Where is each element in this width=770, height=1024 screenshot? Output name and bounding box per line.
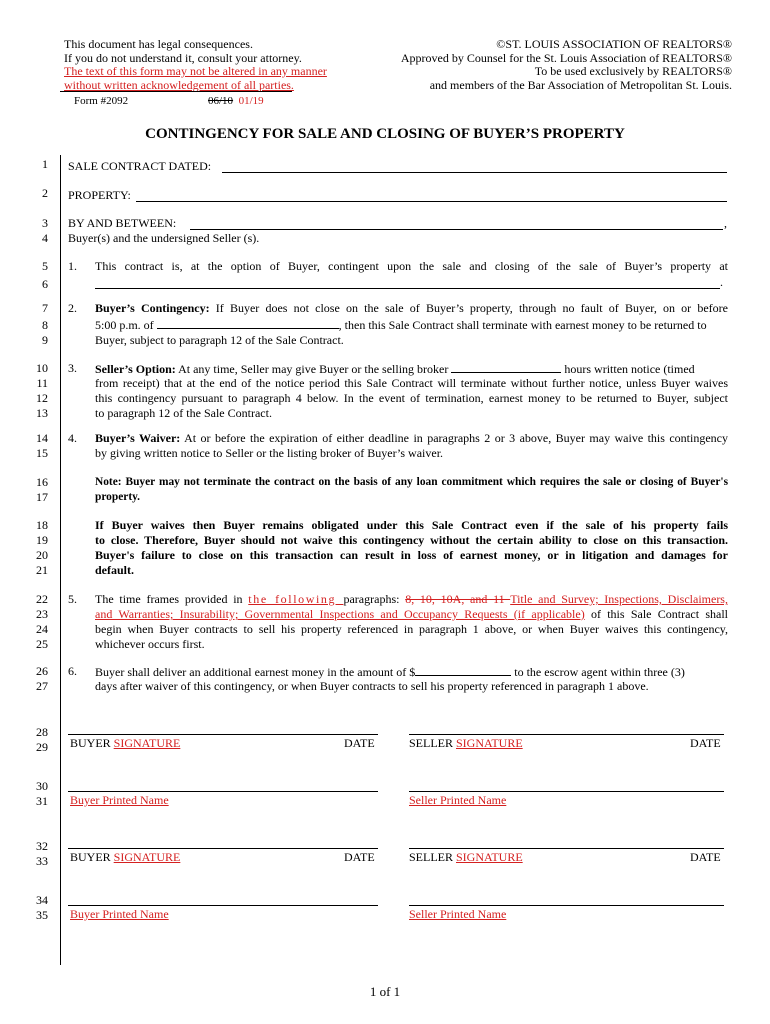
note-line: to close. Therefore, Buyer should not waive this contingency without the certain ability to close on this transaction. [95,533,728,547]
period: . [720,275,723,289]
paragraph-number: 4. [68,431,77,445]
line-number: 26 [36,664,48,678]
paragraph-5-line: The time frames provided in the following paragraphs: 8, 10, 10A, and 11 Title and Survey; Inspections, Disclaimers, [95,592,728,606]
line-number: 16 [36,475,48,489]
by-and-between-label: BY AND BETWEEN: [68,216,177,230]
buyer-date-label: DATE [344,736,375,750]
paragraph-2-line: Buyer’s Contingency: If Buyer does not close on the sale of Buyer’s property, through no fault of Buyer, on or before [95,301,728,315]
line-number: 22 [36,592,48,606]
buyer-signature-label: BUYER SIGNATURE [70,850,181,864]
line-number: 33 [36,854,48,868]
line-number: 12 [36,391,48,405]
legal-notice-line: This document has legal consequences. [64,37,253,51]
paragraph-6-line: days after waiver of this contingency, or when Buyer contracts to sell his property referenced in paragraph 1 above. [95,679,649,693]
buyer-printed-name-line[interactable] [68,905,378,906]
new-revision: 01/19 [238,95,264,107]
paragraph-number: 3. [68,361,77,375]
loan-commitment-note [95,475,728,505]
line-number: 31 [36,794,48,808]
note-line: If Buyer waives then Buyer remains obligated under this Sale Contract even if the sale of his property fails [95,518,728,532]
note-line: default. [95,563,134,577]
paragraph-3 [95,361,728,421]
line-number: 8 [42,318,48,332]
paragraph-1 [95,259,728,274]
seller-signature-label: SELLER SIGNATURE [409,736,523,750]
buyer-printed-name-line[interactable] [68,791,378,792]
sale-contract-dated-label: SALE CONTRACT DATED: [68,159,212,173]
line-number: 25 [36,637,48,651]
line-number: 23 [36,607,48,621]
header-left [64,38,364,92]
paragraph-5-line: and Warranties; Insurability; Governmental Inspections and Occupancy Requests (if applicable) of this Sale Contract shall [95,607,728,621]
association-name: ©ST. LOUIS ASSOCIATION OF REALTORS® [496,37,732,51]
line-number: 32 [36,839,48,853]
earnest-money-amount-field[interactable] [415,664,511,676]
inserted-text: and Warranties; Insurability; Governmental Inspections and Occupancy Requests (if applicable) [95,607,585,621]
paragraph-3-line: from receipt) that at the end of the notice period this Sale Contract will terminate without further notice, unless Buyer waives [95,376,728,390]
old-revision: 06/10 [208,95,234,107]
seller-printed-name-label: Seller Printed Name [409,793,507,807]
buyers-waiver-heading: Buyer’s Waiver: [95,431,181,445]
buyers-contingency-heading: Buyer’s Contingency: [95,301,210,315]
seller-date-label: DATE [690,850,721,864]
margin-rule [60,155,61,965]
sale-contract-date-field[interactable] [222,172,727,173]
paragraph-number: 1. [68,259,77,273]
waiver-warning-note [95,518,728,578]
paragraph-5 [95,592,728,652]
seller-signature-line[interactable] [409,734,724,735]
line-number: 11 [36,376,48,390]
parties-field[interactable] [190,229,723,230]
note-line: Buyer's failure to close on this transaction can result in loss of earnest money, or in litigation and damages for [95,548,728,562]
line-number: 29 [36,740,48,754]
paragraph-2 [95,301,728,348]
line-number: 2 [42,186,48,200]
form-number-row [74,94,264,109]
header-right [392,38,732,92]
line-number: 14 [36,431,48,445]
page-number: 1 of 1 [369,984,401,999]
approval-line: Approved by Counsel for the St. Louis Association of REALTORS® [400,50,732,65]
legal-notice-line: If you do not understand it, consult your attorney. [64,50,302,65]
inserted-text: Title and Survey; Inspections, Disclaimers, [510,592,728,606]
paragraph-2-line: 5:00 p.m. of , then this Sale Contract shall terminate with earnest money to be returned to [95,318,707,332]
alteration-notice-line: The text of this form may not be altered in any manner [64,64,327,78]
line-number: 10 [36,361,48,375]
line-number: 20 [36,548,48,562]
paragraph-5-line: begin when Buyer contracts to sell his property referenced in paragraph 1 above, or when Buyer waives this contingency, [95,622,728,636]
seller-printed-name-line[interactable] [409,905,724,906]
paragraph-6-line: Buyer shall deliver an additional earnest money in the amount of $ to the escrow agent within three (3) [95,665,685,679]
paragraph-2-line: Buyer, subject to paragraph 12 of the Sale Contract. [95,333,344,347]
paragraph-5-line: whichever occurs first. [95,637,205,651]
paragraph-4-line: Buyer’s Waiver: At or before the expiration of either deadline in paragraphs 2 or 3 above, Buyer may waive this contingency [95,431,728,445]
paragraph-number: 5. [68,592,77,606]
alteration-notice-line: without written acknowledgement of all parties. [64,77,294,92]
paragraph-3-line: to paragraph 12 of the Sale Contract. [95,406,272,420]
usage-line: To be used exclusively by REALTORS® [534,64,732,78]
paragraph-3-line: this contingency pursuant to paragraph 4 below. In the event of termination, earnest money to be returned to Buyer, subject [95,391,728,405]
seller-printed-name-label: Seller Printed Name [409,907,507,921]
paragraph-number: 6. [68,664,77,678]
paragraph-3-line: Seller’s Option: At any time, Seller may give Buyer or the selling broker hours written notice (timed [95,362,695,376]
line-number: 17 [36,490,48,504]
line-number: 15 [36,446,48,460]
buyer-signature-label: BUYER SIGNATURE [70,736,181,750]
line-number: 19 [36,533,48,547]
note-line: property. [95,491,141,503]
line-number: 5 [42,259,48,273]
inserted-text: the following [248,592,344,606]
deleted-text: 8, 10, 10A, and 11 [405,592,511,606]
line-number: 9 [42,333,48,347]
seller-printed-name-line[interactable] [409,791,724,792]
buyer-seller-line: Buyer(s) and the undersigned Seller (s). [68,231,260,245]
comma: , [724,216,727,230]
line-number: 21 [36,563,48,577]
paragraph-4 [95,431,728,461]
seller-signature-line[interactable] [409,848,724,849]
line-number: 35 [36,908,48,922]
paragraph-number: 2. [68,301,77,315]
line-number: 18 [36,518,48,532]
buyer-printed-name-label: Buyer Printed Name [70,793,169,807]
form-divider [60,91,292,92]
note-line: Note: Buyer may not terminate the contract on the basis of any loan commitment which requires the sale or closing of Buyer's [95,476,728,488]
line-number: 4 [42,231,48,245]
paragraph-4-line: by giving written notice to Seller or the listing broker of Buyer’s waiver. [95,446,444,460]
line-number: 24 [36,622,48,636]
line-number: 7 [42,301,48,315]
buyer-date-label: DATE [344,850,375,864]
document-title: CONTINGENCY FOR SALE AND CLOSING OF BUYER’S PROPERTY [145,126,625,142]
property-field[interactable] [136,201,727,202]
sellers-option-heading: Seller’s Option: [95,362,176,376]
line-number: 34 [36,893,48,907]
line-number: 3 [42,216,48,230]
contingency-date-field[interactable] [157,317,339,329]
buyer-property-field[interactable] [95,288,720,289]
line-number: 1 [42,157,48,171]
line-number: 28 [36,725,48,739]
line-number: 6 [42,277,48,291]
notice-hours-field[interactable] [451,361,561,373]
paragraph-1-line: This contract is, at the option of Buyer, contingent upon the sale and closing of the sale of Buyer’s property at [95,259,728,273]
seller-signature-label: SELLER SIGNATURE [409,850,523,864]
line-number: 13 [36,406,48,420]
line-number: 30 [36,779,48,793]
line-number: 27 [36,679,48,693]
buyer-printed-name-label: Buyer Printed Name [70,907,169,921]
seller-date-label: DATE [690,736,721,750]
bar-association-line: and members of the Bar Association of Metropolitan St. Louis. [429,77,732,92]
buyer-signature-line[interactable] [68,848,378,849]
buyer-signature-line[interactable] [68,734,378,735]
property-label: PROPERTY: [68,188,131,202]
form-number: Form #2092 [74,95,129,107]
paragraph-6 [95,664,728,694]
